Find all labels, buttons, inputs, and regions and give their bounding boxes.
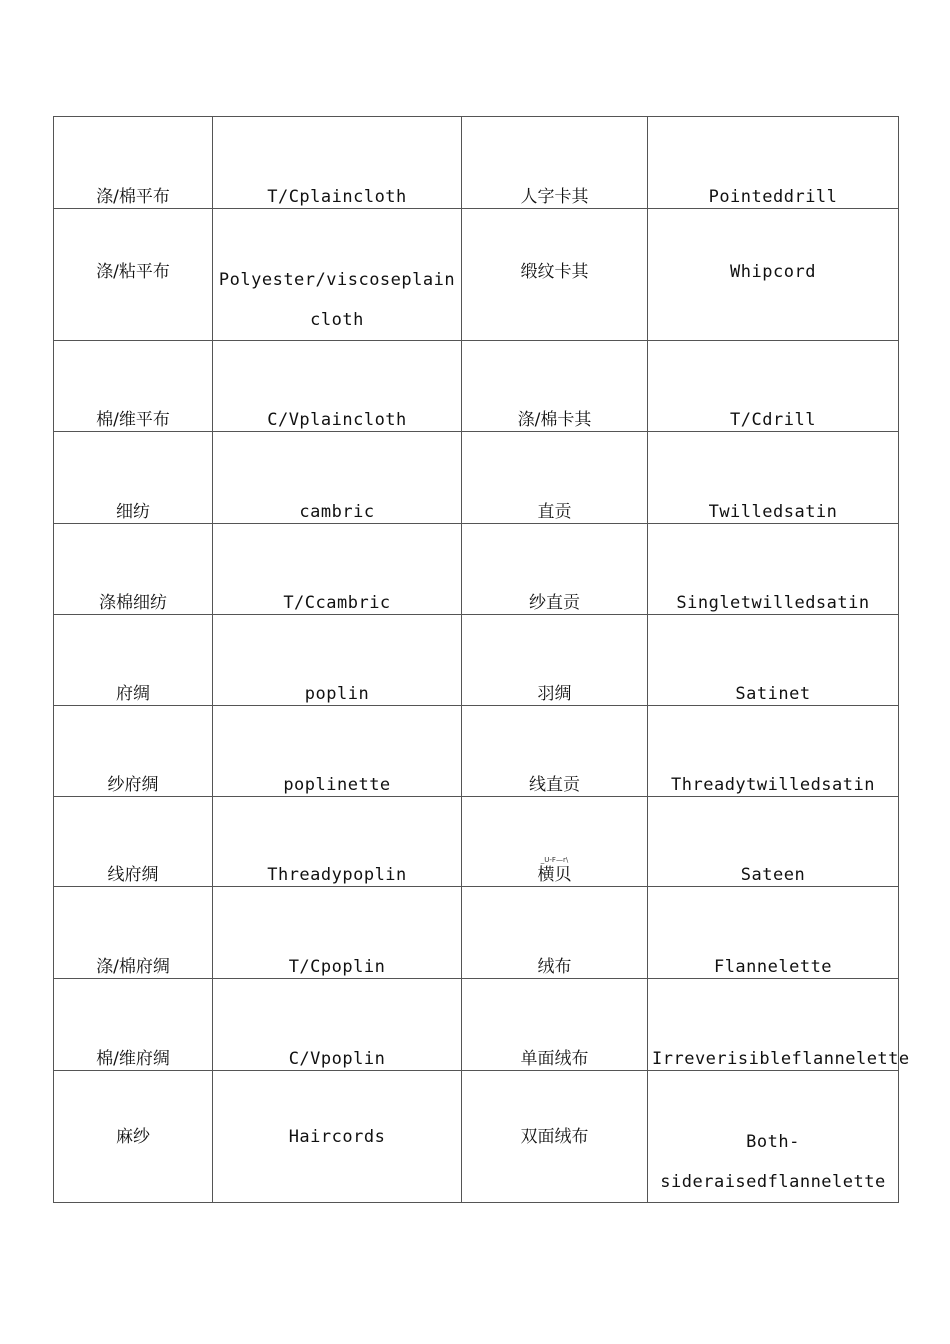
chinese-term: 双面绒布 [462, 1071, 648, 1203]
chinese-term-text: 横贝 [537, 865, 572, 885]
chinese-term: 线府绸 [54, 797, 213, 887]
english-term: Whipcord [648, 209, 899, 341]
chinese-term: 棉/维府绸 [54, 979, 213, 1071]
english-term: Singletwilledsatin [648, 524, 899, 615]
english-term: poplinette [213, 706, 462, 797]
english-term [213, 209, 462, 341]
english-term: Twilledsatin [648, 432, 899, 524]
english-term [648, 1071, 899, 1203]
chinese-term: 棉/维平布 [54, 341, 213, 432]
chinese-term: 纱直贡 [462, 524, 648, 615]
english-term-text: Both- sideraisedflannelette [660, 1132, 886, 1192]
chinese-term: 细纺 [54, 432, 213, 524]
english-term: Irreverisibleflannelette [648, 979, 899, 1071]
english-term: Satinet [648, 615, 899, 706]
english-term: T/Cpoplin [213, 887, 462, 979]
chinese-term: 涤/棉平布 [54, 117, 213, 209]
table-row [54, 979, 899, 1071]
chinese-term: 涤/粘平布 [54, 209, 213, 341]
chinese-term: 绒布 [462, 887, 648, 979]
table-row [54, 615, 899, 706]
chinese-term: 直贡 [462, 432, 648, 524]
english-term: C/Vplaincloth [213, 341, 462, 432]
annotation-mark: _U-F—r\ [540, 856, 569, 864]
chinese-term: 缎纹卡其 [462, 209, 648, 341]
chinese-term: 线直贡 [462, 706, 648, 797]
chinese-term: 单面绒布 [462, 979, 648, 1071]
table-row [54, 1071, 899, 1203]
table-row [54, 341, 899, 432]
chinese-term: 人字卡其 [462, 117, 648, 209]
table-row [54, 117, 899, 209]
english-term: poplin [213, 615, 462, 706]
english-term: Sateen [648, 797, 899, 887]
english-term: cambric [213, 432, 462, 524]
english-term-text: Polyester/viscoseplain cloth [218, 270, 456, 330]
table-row [54, 432, 899, 524]
chinese-term: 涤/棉府绸 [54, 887, 213, 979]
chinese-term: 府绸 [54, 615, 213, 706]
english-term: T/Ccambric [213, 524, 462, 615]
chinese-term: 羽绸 [462, 615, 648, 706]
table-row [54, 887, 899, 979]
english-term: Flannelette [648, 887, 899, 979]
table-row [54, 797, 899, 887]
english-term: Haircords [213, 1071, 462, 1203]
english-term: Threadypoplin [213, 797, 462, 887]
english-term: C/Vpoplin [213, 979, 462, 1071]
english-term: Pointeddrill [648, 117, 899, 209]
english-term: Threadytwilledsatin [648, 706, 899, 797]
chinese-term: 涤/棉卡其 [462, 341, 648, 432]
english-term: T/Cdrill [648, 341, 899, 432]
table-row [54, 524, 899, 615]
table-row [54, 209, 899, 341]
fabric-glossary-table [53, 116, 910, 1203]
english-term: T/Cplaincloth [213, 117, 462, 209]
chinese-term: 涤棉细纺 [54, 524, 213, 615]
chinese-term: 纱府绸 [54, 706, 213, 797]
chinese-term [462, 797, 648, 887]
chinese-term: 麻纱 [54, 1071, 213, 1203]
table-row [54, 706, 899, 797]
